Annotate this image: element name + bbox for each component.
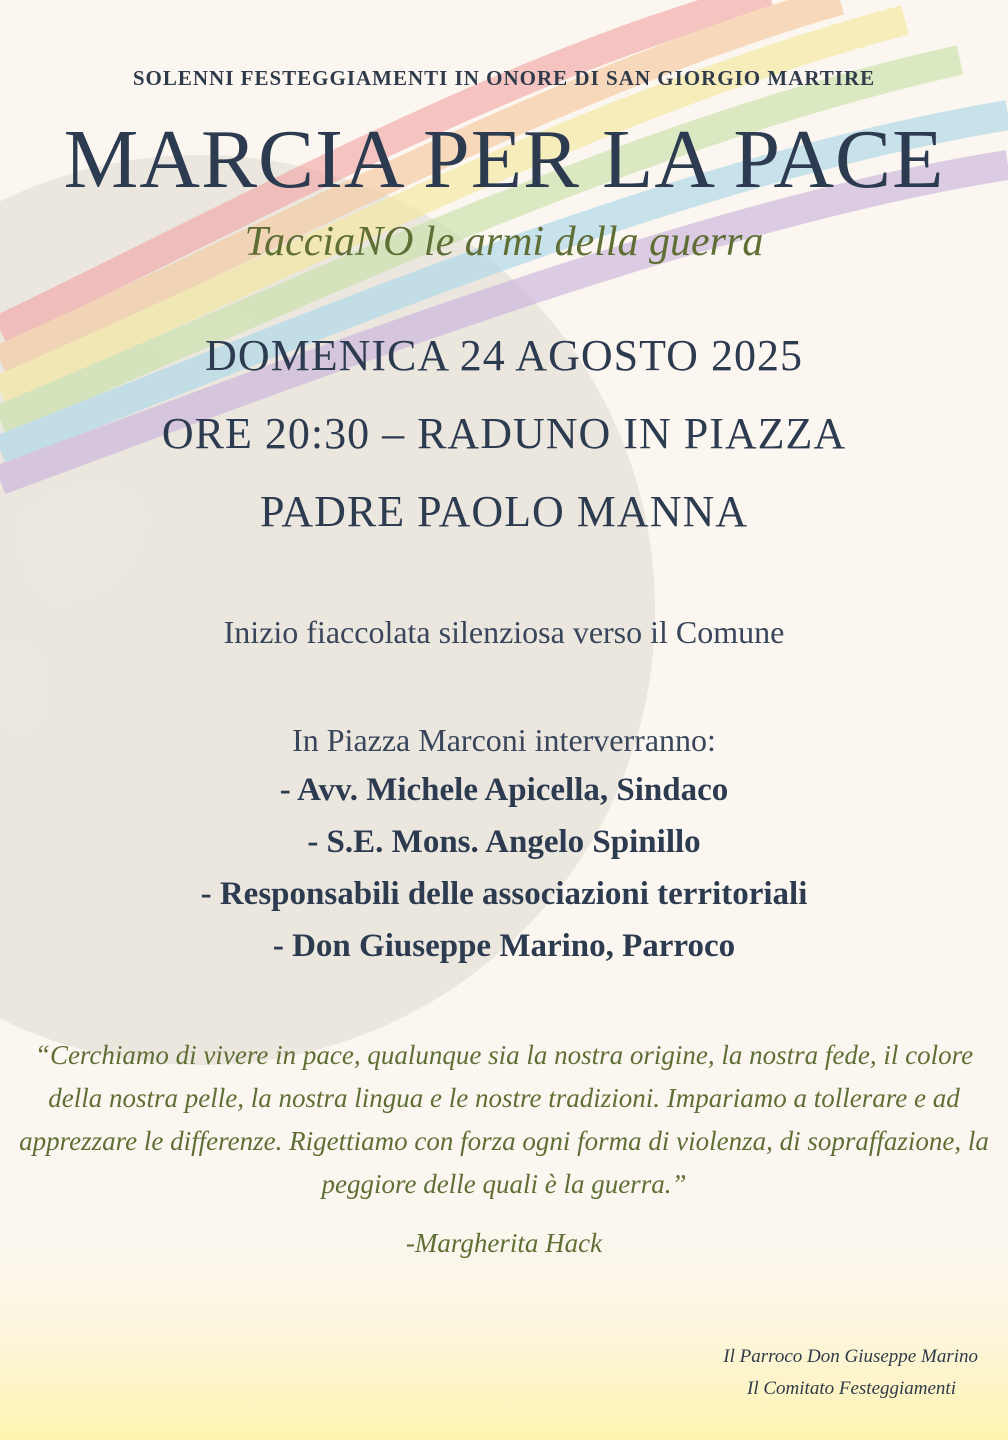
event-intro: Inizio fiaccolata silenziosa verso il Comune — [223, 614, 785, 650]
signature-parroco: Il Parroco Don Giuseppe Marino — [723, 1346, 978, 1367]
signature-comitato: Il Comitato Festeggiamenti — [747, 1378, 956, 1399]
speaker-item: - Responsabili delle associazioni territoriali — [200, 876, 808, 912]
speakers-heading: In Piazza Marconi interverranno: — [292, 722, 716, 758]
page-subtitle: TacciaNO le armi della guerra — [244, 219, 764, 265]
speaker-item: - Don Giuseppe Marino, Parroco — [272, 928, 736, 964]
quote-text: “Cerchiamo di vivere in pace, qualunque sia la nostra origine, la nostra fede, il colore della nostra pelle, la nostra lingua e le nostre tradizioni. Impariamo a tollerare e ad apprezzare le differenze. Rigettiamo con forza ogni forma di violenza, di sopraffazione, la peggiore delle quali è la guerra.” — [19, 1040, 989, 1199]
speaker-item: - Avv. Michele Apicella, Sindaco — [279, 772, 729, 808]
speaker-item: - S.E. Mons. Angelo Spinillo — [307, 824, 701, 860]
event-place: PADRE PAOLO MANNA — [259, 487, 749, 536]
quote-author: -Margherita Hack — [405, 1228, 603, 1258]
event-kicker: SOLENNI FESTEGGIAMENTI IN ONORE DI SAN GIORGIO MARTIRE — [132, 66, 876, 90]
event-time-meeting: ORE 20:30 – RADUNO IN PIAZZA — [161, 409, 847, 458]
event-date: DOMENICA 24 AGOSTO 2025 — [205, 331, 803, 380]
page-title: MARCIA PER LA PACE — [63, 113, 945, 206]
